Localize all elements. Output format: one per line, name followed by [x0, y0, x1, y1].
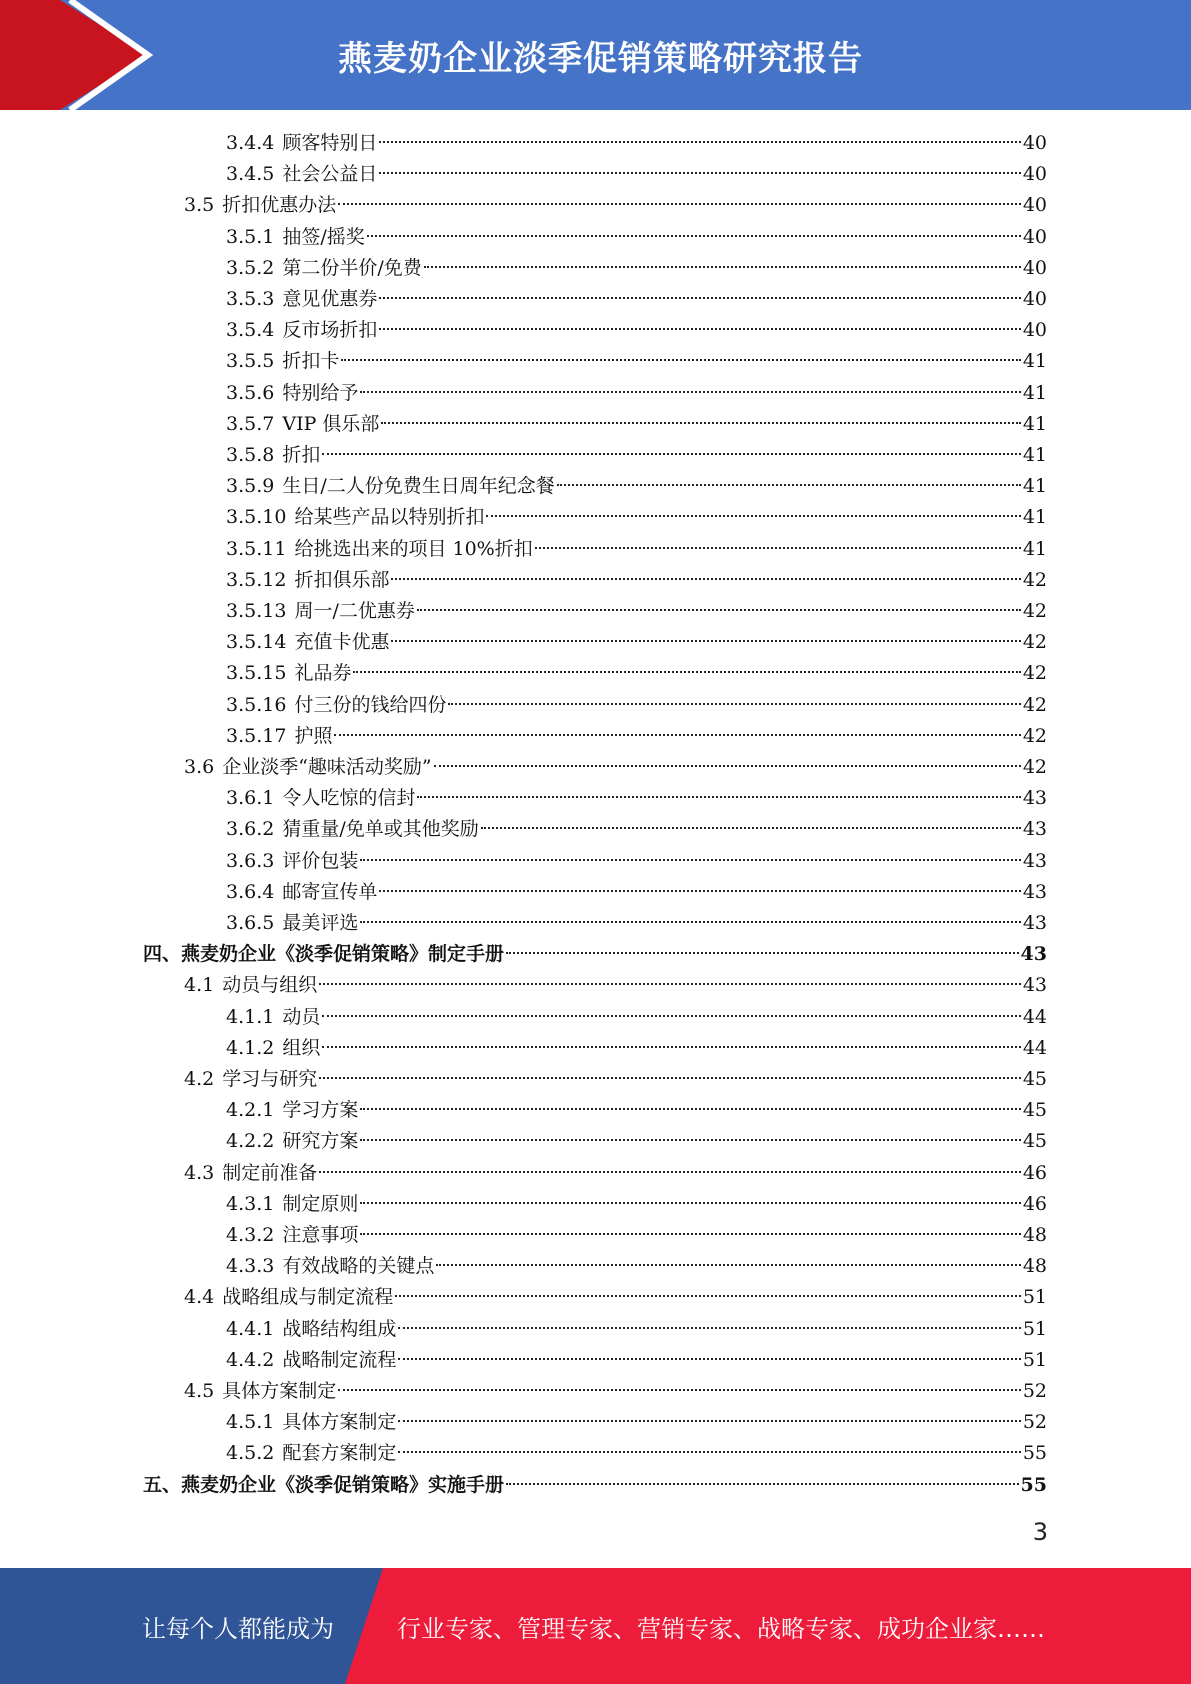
toc-dot-leader — [398, 1450, 1020, 1453]
toc-entry[interactable] — [226, 284, 1047, 315]
toc-entry-number: 4.4 — [184, 1286, 215, 1309]
toc-entry-page: 51 — [1022, 1286, 1047, 1309]
toc-dot-leader — [367, 234, 1021, 237]
toc-entry-title: 反市场折扣 — [282, 319, 378, 342]
toc-entry-number: 4.4.1 — [226, 1317, 275, 1340]
toc-entry-page: 40 — [1022, 256, 1047, 279]
toc-entry-title: 制定原则 — [282, 1192, 359, 1215]
toc-entry-page: 40 — [1022, 225, 1047, 248]
toc-entry-page: 45 — [1022, 1099, 1047, 1122]
toc-entry-page: 43 — [1022, 818, 1047, 841]
toc-entry[interactable] — [184, 1158, 1047, 1189]
toc-entry-page: 42 — [1022, 662, 1047, 685]
toc-dot-leader — [486, 514, 1020, 517]
toc-entry-title: 猜重量/免单或其他奖励 — [282, 818, 479, 841]
toc-entry-title: 有效战略的关键点 — [282, 1255, 435, 1278]
toc-entry-page: 52 — [1022, 1380, 1047, 1402]
toc-entry-number: 3.4.4 — [226, 132, 275, 154]
toc-entry-page: 43 — [1022, 912, 1047, 934]
toc-entry-page: 40 — [1022, 288, 1047, 310]
toc-entry-title: 五、燕麦奶企业《淡季促销策略》实施手册 — [143, 1473, 505, 1496]
toc-entry-title: 顾客特别日 — [282, 132, 378, 154]
toc-entry-number: 4.2.2 — [226, 1130, 275, 1153]
toc-dot-leader — [360, 858, 1020, 861]
toc-entry[interactable] — [184, 190, 1047, 221]
toc-entry-number: 3.5.4 — [226, 319, 275, 342]
toc-dot-leader — [506, 951, 1019, 954]
toc-entry-page: 46 — [1022, 1192, 1047, 1215]
toc-entry-number: 3.5.14 — [226, 631, 287, 654]
toc-dot-leader — [379, 171, 1020, 174]
toc-entry-number: 4.3.1 — [226, 1192, 275, 1215]
toc-entry-number: 3.6.5 — [226, 912, 275, 934]
toc-entry-title: 研究方案 — [282, 1130, 359, 1153]
toc-entry-page: 55 — [1020, 1473, 1047, 1496]
toc-entry-title: 评价包装 — [282, 849, 359, 872]
toc-entry-page: 43 — [1022, 880, 1047, 903]
toc-dot-leader — [360, 1138, 1020, 1141]
toc-entry-number: 3.5.16 — [226, 693, 287, 716]
toc-entry-title: 给某些产品以特别折扣 — [294, 506, 485, 529]
toc-entry[interactable] — [226, 721, 1047, 752]
toc-entry[interactable] — [226, 1345, 1047, 1376]
toc-entry-number: 4.3 — [184, 1161, 215, 1184]
toc-entry[interactable] — [226, 1438, 1047, 1469]
toc-entry-title: 动员 — [282, 1005, 321, 1028]
toc-entry-page: 43 — [1020, 943, 1047, 966]
toc-dot-leader — [417, 608, 1021, 611]
toc-dot-leader — [434, 764, 1021, 767]
toc-entry[interactable] — [226, 409, 1047, 440]
toc-entry[interactable] — [226, 1002, 1047, 1033]
toc-entry-number: 3.5.7 — [226, 412, 275, 435]
toc-entry[interactable] — [226, 877, 1047, 908]
toc-dot-leader — [398, 1419, 1020, 1422]
toc-entry[interactable] — [184, 1064, 1047, 1095]
toc-entry-title: 制定前准备 — [222, 1161, 318, 1184]
toc-dot-leader — [379, 296, 1020, 299]
toc-entry-title: 折扣卡 — [282, 350, 340, 373]
toc-entry-title: 学习方案 — [282, 1099, 359, 1122]
toc-entry-number: 3.6 — [184, 756, 215, 778]
toc-entry[interactable] — [226, 846, 1047, 877]
toc-entry-title: 战略制定流程 — [282, 1348, 397, 1371]
toc-entry[interactable] — [226, 596, 1047, 627]
toc-dot-leader — [338, 1388, 1021, 1391]
toc-entry[interactable] — [226, 471, 1047, 502]
toc-dot-leader — [338, 202, 1021, 205]
toc-entry[interactable] — [226, 1314, 1047, 1345]
toc-dot-leader — [379, 327, 1020, 330]
toc-entry-number: 3.5.13 — [226, 600, 287, 622]
toc-entry[interactable] — [184, 752, 1047, 783]
toc-entry[interactable] — [226, 565, 1047, 596]
toc-entry-page: 48 — [1022, 1224, 1047, 1246]
toc-dot-leader — [360, 390, 1020, 393]
toc-entry-title: 战略组成与制定流程 — [222, 1286, 394, 1309]
toc-entry-title: VIP 俱乐部 — [282, 412, 380, 435]
toc-entry-title: 折扣 — [282, 444, 321, 466]
toc-entry[interactable] — [184, 1376, 1047, 1407]
toc-dot-leader — [319, 1170, 1021, 1173]
footer-slogan: 让每个人都能成为 — [142, 1614, 334, 1643]
toc-entry-number: 3.5.6 — [226, 381, 275, 404]
header-bar — [0, 0, 1191, 110]
toc-entry-title: 具体方案制定 — [222, 1380, 337, 1402]
toc-entry-title: 注意事项 — [282, 1224, 359, 1246]
toc-dot-leader — [341, 358, 1020, 361]
toc-dot-leader — [398, 1326, 1020, 1329]
toc-entry-page: 44 — [1022, 1036, 1047, 1059]
toc-dot-leader — [322, 1014, 1020, 1017]
toc-entry-number: 3.5.5 — [226, 350, 275, 373]
toc-entry-title: 意见优惠券 — [282, 288, 378, 310]
toc-entry[interactable] — [226, 315, 1047, 346]
toc-entry-page: 40 — [1022, 163, 1047, 186]
document-title: 燕麦奶企业淡季促销策略研究报告 — [338, 38, 863, 79]
toc-entry-page: 42 — [1022, 568, 1047, 591]
toc-entry-number: 4.5.1 — [226, 1411, 275, 1434]
toc-dot-leader — [334, 733, 1020, 736]
toc-dot-leader — [360, 1107, 1020, 1110]
toc-entry[interactable] — [226, 690, 1047, 721]
toc-entry[interactable] — [226, 1407, 1047, 1438]
toc-entry-title: 抽签/摇奖 — [282, 225, 365, 248]
toc-dot-leader — [506, 1482, 1019, 1485]
toc-entry-title: 动员与组织 — [222, 974, 318, 997]
toc-entry-page: 42 — [1022, 600, 1047, 622]
toc-entry-page: 51 — [1022, 1317, 1047, 1340]
toc-entry-title: 战略结构组成 — [282, 1317, 397, 1340]
footer-bar — [0, 1568, 1191, 1684]
toc-entry-page: 41 — [1022, 475, 1047, 498]
toc-entry-page: 41 — [1022, 381, 1047, 404]
toc-dot-leader — [481, 826, 1021, 829]
toc-entry-number: 3.5.1 — [226, 225, 275, 248]
toc-dot-leader — [322, 452, 1020, 455]
toc-entry-title: 给挑选出来的项目 10%折扣 — [294, 537, 533, 560]
toc-entry-number: 4.1 — [184, 974, 215, 997]
toc-entry-title: 邮寄宣传单 — [282, 880, 378, 903]
toc-entry-title: 护照 — [294, 724, 333, 747]
toc-entry-number: 4.3.3 — [226, 1255, 275, 1278]
toc-entry-page: 40 — [1022, 194, 1047, 217]
toc-entry-page: 41 — [1022, 506, 1047, 529]
toc-entry-page: 40 — [1022, 132, 1047, 154]
toc-dot-leader — [395, 1294, 1021, 1297]
toc-entry-number: 3.5.8 — [226, 444, 275, 466]
toc-entry-page: 45 — [1022, 1130, 1047, 1153]
toc-entry[interactable] — [226, 658, 1047, 689]
toc-entry-title: 令人吃惊的信封 — [282, 787, 416, 810]
toc-entry-number: 3.5.15 — [226, 662, 287, 685]
toc-entry-number: 4.5.2 — [226, 1442, 275, 1465]
toc-entry-title: 第二份半价/免费 — [282, 256, 422, 279]
toc-entry-number: 4.1.2 — [226, 1036, 275, 1059]
toc-entry[interactable] — [143, 1470, 1047, 1501]
toc-entry-number: 3.5.10 — [226, 506, 287, 529]
toc-dot-leader — [360, 920, 1020, 923]
toc-dot-leader — [417, 795, 1020, 798]
toc-entry[interactable] — [184, 1282, 1047, 1313]
toc-entry-title: 生日/二人份免费生日周年纪念餐 — [282, 475, 555, 498]
toc-entry-page: 40 — [1022, 319, 1047, 342]
toc-entry-number: 3.5.12 — [226, 568, 287, 591]
toc-entry-number: 3.5 — [184, 194, 215, 217]
toc-entry-page: 41 — [1022, 350, 1047, 373]
toc-entry-title: 折扣俱乐部 — [294, 568, 390, 591]
toc-entry-number: 3.6.2 — [226, 818, 275, 841]
toc-entry[interactable] — [226, 159, 1047, 190]
toc-entry-number: 4.2.1 — [226, 1099, 275, 1122]
toc-entry-number: 4.5 — [184, 1380, 215, 1402]
toc-dot-leader — [322, 1045, 1020, 1048]
toc-entry[interactable] — [226, 814, 1047, 845]
toc-entry-page: 43 — [1022, 849, 1047, 872]
toc-entry-title: 特别给予 — [282, 381, 359, 404]
toc-dot-leader — [353, 670, 1020, 673]
toc-dot-leader — [424, 265, 1021, 268]
toc-entry-title: 礼品券 — [294, 662, 352, 685]
toc-entry-number: 3.5.3 — [226, 288, 275, 310]
toc-dot-leader — [448, 702, 1020, 705]
toc-dot-leader — [557, 483, 1021, 486]
toc-entry-title: 充值卡优惠 — [294, 631, 390, 654]
toc-entry-page: 52 — [1022, 1411, 1047, 1434]
toc-entry-number: 3.6.1 — [226, 787, 275, 810]
toc-entry[interactable] — [226, 440, 1047, 471]
toc-entry-number: 3.5.17 — [226, 724, 287, 747]
toc-entry-page: 43 — [1022, 974, 1047, 997]
toc-entry-number: 3.6.4 — [226, 880, 275, 903]
toc-dot-leader — [360, 1232, 1020, 1235]
toc-entry[interactable] — [143, 939, 1047, 970]
toc-dot-leader — [391, 577, 1020, 580]
toc-entry[interactable] — [226, 1033, 1047, 1064]
toc-entry[interactable] — [226, 346, 1047, 377]
toc-entry[interactable] — [226, 502, 1047, 533]
toc-entry-page: 42 — [1022, 631, 1047, 654]
toc-entry-page: 41 — [1022, 537, 1047, 560]
toc-entry-page: 42 — [1022, 724, 1047, 747]
toc-entry-number: 4.1.1 — [226, 1005, 275, 1028]
page-number: 3 — [1032, 1518, 1048, 1546]
toc-dot-leader — [360, 1201, 1020, 1204]
toc-entry-page: 46 — [1022, 1161, 1047, 1184]
toc-dot-leader — [535, 546, 1021, 549]
toc-entry-title: 组织 — [282, 1036, 321, 1059]
toc-entry[interactable] — [226, 783, 1047, 814]
toc-entry-number: 4.2 — [184, 1068, 215, 1090]
toc-dot-leader — [379, 889, 1020, 892]
toc-entry-page: 43 — [1022, 787, 1047, 810]
toc-entry[interactable] — [226, 1126, 1047, 1157]
toc-entry[interactable] — [226, 534, 1047, 565]
toc-entry-title: 配套方案制定 — [282, 1442, 397, 1465]
toc-entry[interactable] — [226, 627, 1047, 658]
toc-entry-number: 4.4.2 — [226, 1348, 275, 1371]
toc-entry-page: 41 — [1022, 444, 1047, 466]
toc-entry-page: 44 — [1022, 1005, 1047, 1028]
toc-entry-number: 3.5.2 — [226, 256, 275, 279]
toc-entry[interactable] — [226, 128, 1047, 159]
toc-entry-title: 具体方案制定 — [282, 1411, 397, 1434]
toc-entry-title: 学习与研究 — [222, 1068, 318, 1090]
toc-dot-leader — [436, 1263, 1020, 1266]
toc-entry-title: 折扣优惠办法 — [222, 194, 337, 217]
toc-entry[interactable] — [226, 253, 1047, 284]
toc-entry-page: 42 — [1022, 693, 1047, 716]
footer-roles: 行业专家、管理专家、营销专家、战略专家、成功企业家…… — [397, 1614, 1045, 1643]
toc-entry[interactable] — [226, 1095, 1047, 1126]
toc-entry[interactable] — [226, 1220, 1047, 1251]
toc-entry-title: 周一/二优惠券 — [294, 600, 415, 622]
toc-dot-leader — [319, 982, 1021, 985]
toc-entry-page: 55 — [1022, 1442, 1047, 1465]
toc-entry-page: 42 — [1022, 756, 1047, 778]
toc-dot-leader — [379, 140, 1020, 143]
toc-entry-number: 3.5.11 — [226, 537, 287, 560]
toc-entry-page: 45 — [1022, 1068, 1047, 1090]
toc-entry[interactable] — [226, 378, 1047, 409]
toc-dot-leader — [391, 639, 1020, 642]
toc-entry-number: 3.4.5 — [226, 163, 275, 186]
toc-entry[interactable] — [226, 1251, 1047, 1282]
toc-entry-number: 3.6.3 — [226, 849, 275, 872]
toc-dot-leader — [319, 1076, 1021, 1079]
toc-entry-title: 四、燕麦奶企业《淡季促销策略》制定手册 — [143, 943, 505, 966]
toc-entry-number: 3.5.9 — [226, 475, 275, 498]
toc-entry[interactable] — [226, 908, 1047, 939]
toc-entry[interactable] — [226, 1189, 1047, 1220]
toc-entry[interactable] — [226, 222, 1047, 253]
toc-entry-page: 51 — [1022, 1348, 1047, 1371]
toc-entry[interactable] — [184, 970, 1047, 1001]
toc-entry-title: 企业淡季“趣味活动奖励” — [222, 756, 432, 778]
toc-entry-title: 最美评选 — [282, 912, 359, 934]
toc-entry-title: 社会公益日 — [282, 163, 378, 186]
toc-entry-page: 48 — [1022, 1255, 1047, 1278]
toc-dot-leader — [381, 421, 1020, 424]
toc-dot-leader — [398, 1357, 1020, 1360]
toc-entry-page: 41 — [1022, 412, 1047, 435]
toc-entry-number: 4.3.2 — [226, 1224, 275, 1246]
toc-entry-title: 付三份的钱给四份 — [294, 693, 447, 716]
